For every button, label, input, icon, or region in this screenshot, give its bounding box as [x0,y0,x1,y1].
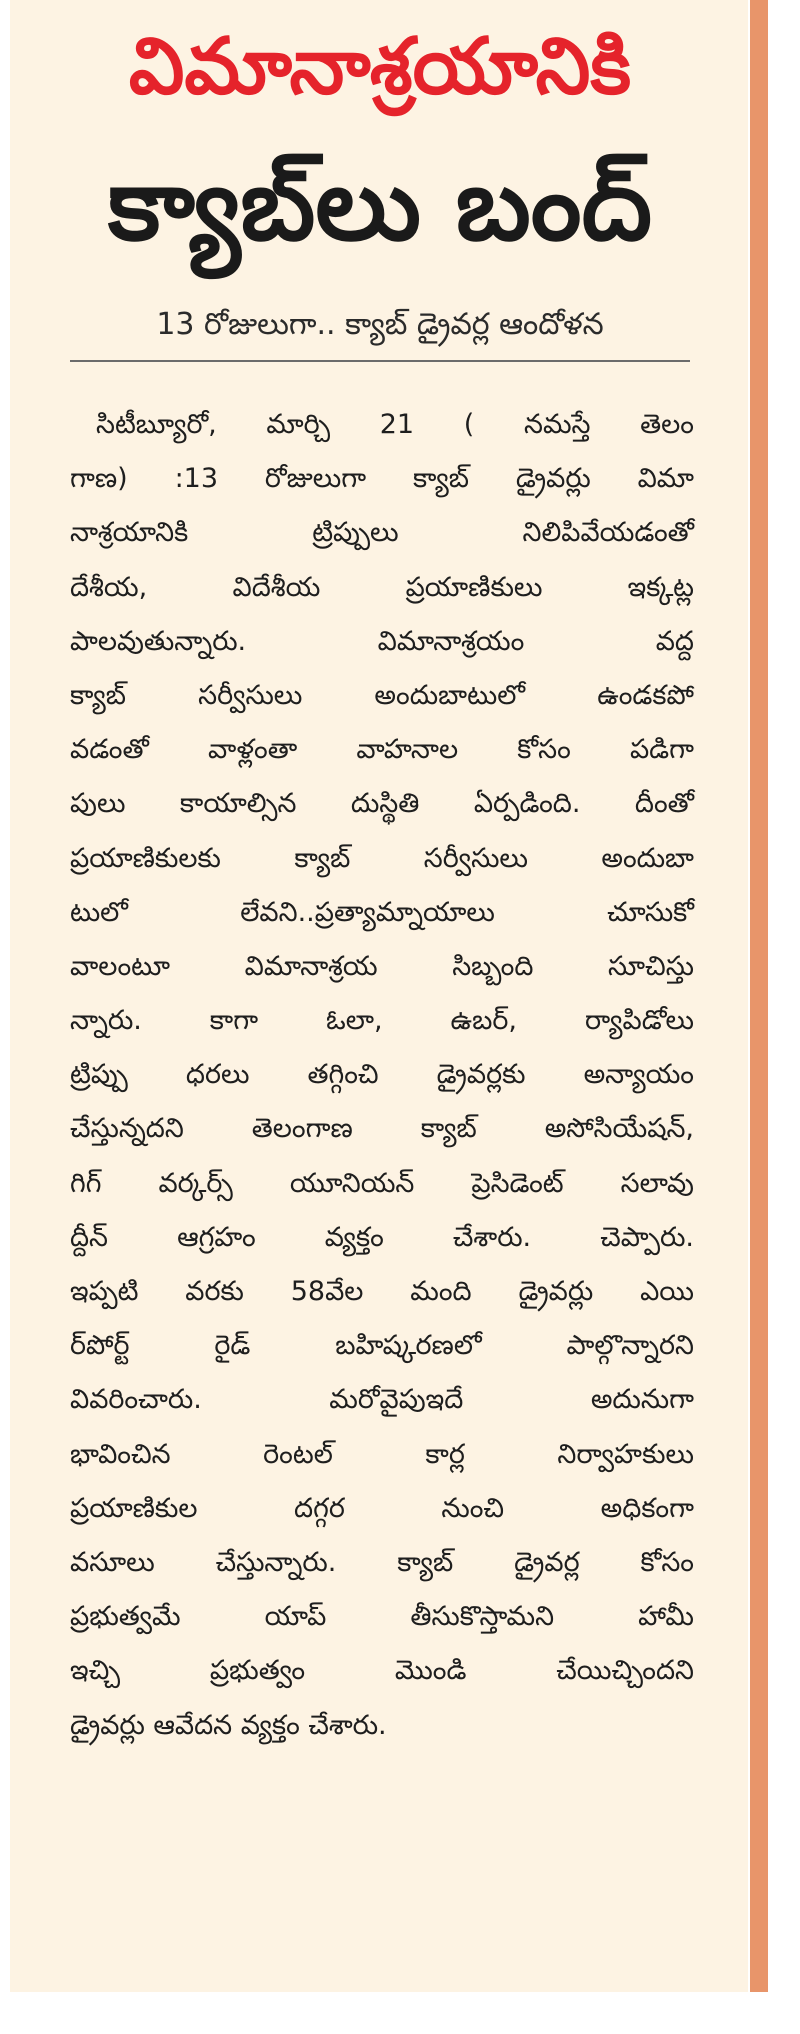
article-line: నాశ్రయానికి ట్రిప్పులు నిలిపివేయడంతో [70,517,694,549]
headline-line-2: క్యాబ్‌లు బంద్‌ [107,146,653,263]
article-line: ద్దీన్‌ ఆగ్రహం వ్యక్తం చేశారు. చెప్పారు. [70,1221,694,1253]
subheadline-divider [70,360,690,362]
article-line: వడంతో వాళ్లంతా వాహనాల కోసం పడిగా [70,734,694,766]
subheadline: 13 రోజులుగా.. క్యాబ్‌ డ్రైవర్ల ఆందోళన [156,307,604,342]
headline-line-1: విమానాశ్రయానికి [128,22,632,112]
article-line: పులు కాయాల్సిన దుస్థితి ఏర్పడింది. దీంతో [70,788,694,820]
article-body [70,398,694,1753]
article-line: సిటీబ్యూరో, మార్చి 21 ( నమస్తే తెలం [96,409,694,440]
article-line: ప్రభుత్వమే యాప్‌ తీసుకొస్తామని హామీ [70,1601,694,1633]
article-line: వాలంటూ విమానాశ్రయ సిబ్బంది సూచిస్తు [70,950,694,982]
article-line: వసూలు చేస్తున్నారు. క్యాబ్‌ డ్రైవర్ల కోసం [70,1546,694,1578]
article-line: గాణ) :13 రోజులుగా క్యాబ్‌ డ్రైవర్లు విమా [70,463,694,495]
column-edge-stripe [750,0,768,1992]
article-line: చేస్తున్నదని తెలంగాణ క్యాబ్‌ అసోసియేషన్‌, [70,1113,694,1145]
article-line: వివరించారు. మరోవైపుఇదే అదునుగా [70,1384,694,1416]
article-line: ఇచ్చి ప్రభుత్వం మొండి చేయిచ్చిందని [70,1655,694,1687]
article-line: డ్రైవర్లు ఆవేదన వ్యక్తం చేశారు. [70,1709,387,1741]
article-line: న్నారు. కాగా ఓలా, ఉబర్‌, ర్యాపిడోలు [70,1005,694,1037]
article-line: దేశీయ, విదేశీయ ప్రయాణికులు ఇక్కట్ల [70,571,694,603]
article-line: ప్రయాణికులకు క్యాబ్‌ సర్వీసులు అందుబా [70,842,694,874]
article-line: ర్‌పోర్ట్‌ రైడ్‌ బహిష్కరణలో పాల్గొన్నారని [70,1330,694,1362]
article-line: ట్రిప్పు ధరలు తగ్గించి డ్రైవర్లకు అన్యాయం [70,1059,694,1091]
article-line: క్యాబ్‌ సర్వీసులు అందుబాటులో ఉండకపో [70,679,694,711]
article-line: గిగ్‌ వర్కర్స్‌ యూనియన్‌ ప్రెసిడెంట్‌ సలావు [70,1167,694,1199]
article-line: భావించిన రెంటల్‌ కార్ల నిర్వాహకులు [70,1438,694,1470]
article-line: ప్రయాణికుల దగ్గర నుంచి అధికంగా [70,1492,694,1524]
article-line: ఇప్పటి వరకు 58వేల మంది డ్రైవర్లు ఎయి [70,1276,694,1307]
article-line: పాలవుతున్నారు. విమానాశ్రయం వద్ద [70,625,694,657]
article-line: టులో లేవని..ప్రత్యామ్నాయాలు చూసుకో [70,896,694,928]
